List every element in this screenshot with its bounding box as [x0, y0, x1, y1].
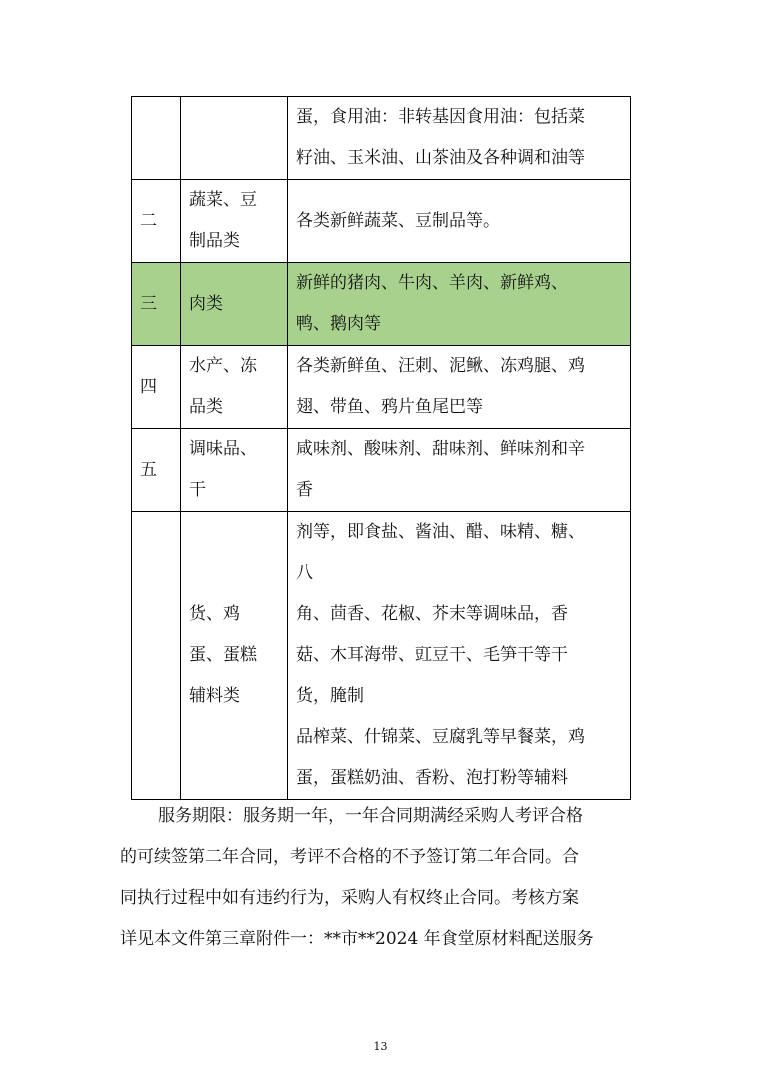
table-row — [132, 97, 631, 180]
row-number: 二 — [140, 210, 157, 231]
content-line: 菇、木耳海带、豇豆干、毛笋干等干 — [296, 645, 568, 665]
category-cell — [181, 346, 288, 429]
category-line: 调味品、 — [189, 439, 257, 459]
content-cell — [288, 263, 631, 346]
content-cell — [288, 512, 631, 800]
category-cell — [181, 97, 288, 180]
row-number-cell — [132, 512, 181, 800]
content-line: 翅、带鱼、鸦片鱼尾巴等 — [296, 397, 483, 417]
row-number: 三 — [140, 293, 157, 314]
category-cell — [181, 429, 288, 512]
category-line: 蔬菜、豆 — [189, 190, 257, 210]
row-number-cell — [132, 97, 181, 180]
table-row — [132, 263, 631, 346]
paragraph-line: 详见本文件第三章附件一：**市**2024 年食堂原材料配送服务 — [120, 929, 594, 949]
content-cell — [288, 180, 631, 263]
category-line: 蛋、蛋糕 — [189, 645, 257, 665]
content-line: 香 — [296, 480, 313, 500]
content-line: 货，腌制 — [296, 686, 364, 706]
category-line: 肉类 — [189, 293, 223, 314]
row-number-cell — [132, 429, 181, 512]
paragraph-line: 服务期限：服务期一年，一年合同期满经采购人考评合格 — [158, 806, 583, 826]
content-line: 角、茴香、花椒、芥末等调味品，香 — [296, 604, 568, 624]
content-line: 籽油、玉米油、山茶油及各种调和油等 — [296, 148, 585, 168]
service-term-paragraph — [120, 796, 632, 960]
page-number: 13 — [373, 1040, 388, 1053]
row-number: 五 — [140, 459, 157, 480]
table-row — [132, 429, 631, 512]
content-line: 八 — [296, 563, 313, 583]
paragraph-line: 的可续签第二年合同，考评不合格的不予签订第二年合同。合 — [120, 847, 579, 867]
category-line: 制品类 — [189, 231, 240, 251]
content-line: 各类新鲜蔬菜、豆制品等。 — [296, 210, 500, 231]
content-cell — [288, 346, 631, 429]
category-line: 品类 — [189, 397, 223, 417]
content-line: 剂等，即食盐、酱油、醋、味精、糖、 — [296, 522, 585, 542]
category-line: 水产、冻 — [189, 356, 257, 376]
row-number-cell — [132, 346, 181, 429]
content-line: 鸭、鹅肉等 — [296, 314, 381, 334]
category-line: 辅料类 — [189, 686, 240, 706]
row-number: 四 — [140, 376, 157, 397]
content-cell — [288, 97, 631, 180]
category-line: 货、鸡 — [189, 604, 240, 624]
category-cell — [181, 512, 288, 800]
content-line: 蛋，蛋糕奶油、香粉、泡打粉等辅料 — [296, 768, 568, 788]
row-number-cell — [132, 263, 181, 346]
category-cell — [181, 180, 288, 263]
supply-table — [131, 96, 631, 800]
content-line: 咸味剂、酸味剂、甜味剂、鲜味剂和辛 — [296, 439, 585, 459]
table-row — [132, 346, 631, 429]
category-cell — [181, 263, 288, 346]
content-line: 蛋，食用油：非转基因食用油：包括菜 — [296, 107, 585, 127]
content-line: 品榨菜、什锦菜、豆腐乳等早餐菜，鸡 — [296, 727, 585, 747]
paragraph-line: 同执行过程中如有违约行为，采购人有权终止合同。考核方案 — [120, 888, 579, 908]
content-line: 各类新鲜鱼、汪刺、泥鳅、冻鸡腿、鸡 — [296, 356, 585, 376]
table-row — [132, 180, 631, 263]
content-line: 新鲜的猪肉、牛肉、羊肉、新鲜鸡、 — [296, 273, 568, 293]
category-line: 干 — [189, 480, 206, 500]
table-row — [132, 512, 631, 800]
row-number-cell — [132, 180, 181, 263]
content-cell — [288, 429, 631, 512]
